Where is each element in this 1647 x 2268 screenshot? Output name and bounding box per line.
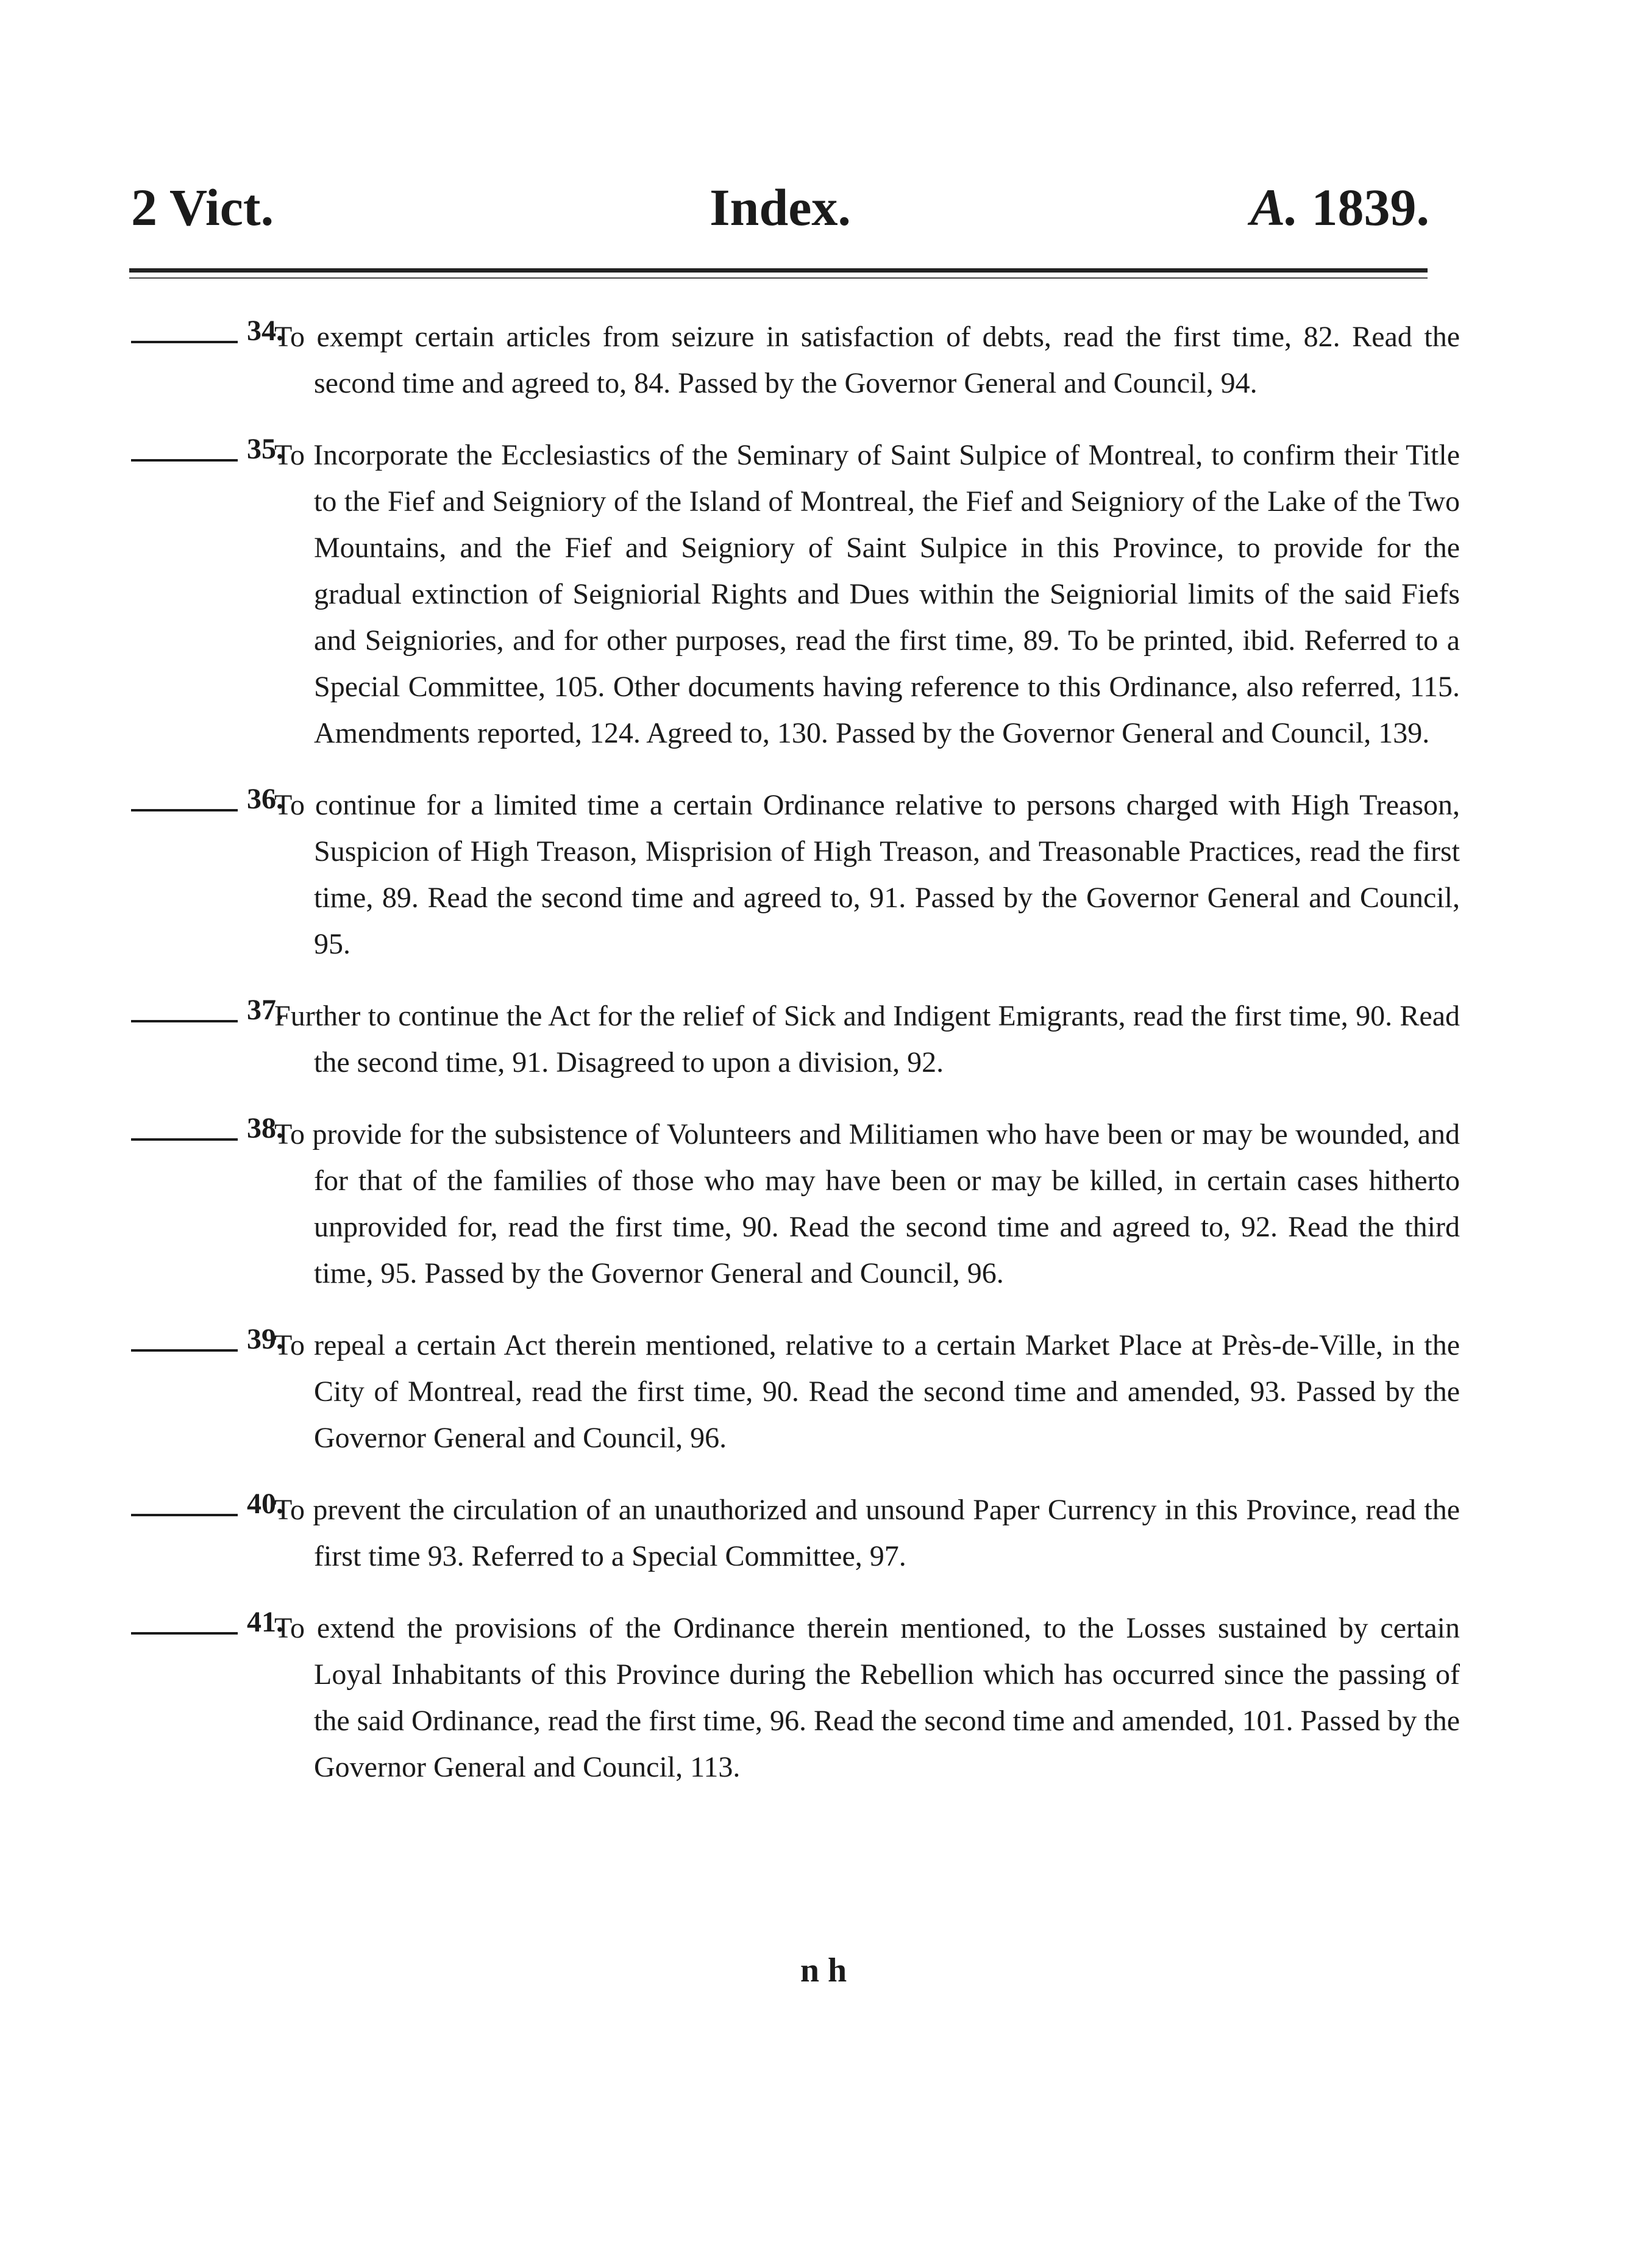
regnal-year: 2 Vict. bbox=[131, 178, 274, 237]
index-entry bbox=[131, 1487, 1460, 1580]
entry-number: 41. bbox=[247, 1606, 283, 1638]
entry-dash bbox=[131, 809, 238, 811]
entry-text: To continue for a limited time a certain Ordinance relative to persons charged with High Treason, Suspicion of High Treason, Misprision of High Treason, and Treasonable Practices, read the first time, 89. Read the second time and agreed to, 91. Passed by the Governor General and Council, 95. bbox=[274, 789, 1460, 960]
entry-text: To exempt certain articles from seizure in satisfaction of debts, read the first time, 82. Read the second time and agreed to, 84. Passed by the Governor General and Council, 94. bbox=[274, 321, 1460, 399]
entry-text: To Incorporate the Ecclesiastics of the Seminary of Saint Sulpice of Montreal, to confirm their Title to the Fief and Seigniory of the Island of Montreal, the Fief and Seigniory of the Lake of the Two Mountains, and the Fief and Seigniory of Saint Sulpice in this Province, to provide for the gradual extinction of Seigniorial Rights and Dues within the Seigniorial limits of the said Fiefs and Seigniories, and for other purposes, read the first time, 89. To be printed, ibid. Referred to a Special Committee, 105. Other documents having reference to this Ordinance, also referred, 115. Amendments reported, 124. Agreed to, 130. Passed by the Governor General and Council, 139. bbox=[274, 439, 1460, 749]
entry-dash bbox=[131, 1020, 238, 1022]
page-header bbox=[131, 177, 1429, 250]
entry-text: To provide for the subsistence of Volunteers and Militiamen who have been or may be wounded, and for that of the families of those who may have been or may be killed, in certain cases hitherto unprovided for, read the first time, 90. Read the second time and agreed to, 92. Read the third time, 95. Passed by the Governor General and Council, 96. bbox=[274, 1118, 1460, 1289]
anno-mark: A. bbox=[1250, 178, 1298, 237]
year: 1839. bbox=[1311, 178, 1429, 237]
entry-number: 35. bbox=[247, 433, 283, 465]
entry-number: 40. bbox=[247, 1488, 283, 1520]
index-entry bbox=[131, 432, 1460, 757]
entry-number: 39. bbox=[247, 1323, 283, 1355]
entry-dash bbox=[131, 1514, 238, 1516]
entry-text: To repeal a certain Act therein mentioned, relative to a certain Market Place at Près-de-Ville, in the City of Montreal, read the first time, 90. Read the second time and amended, 93. Passed by the Governor General and Council, 96. bbox=[274, 1329, 1460, 1454]
index-entry bbox=[131, 1111, 1460, 1297]
entry-number: 38. bbox=[247, 1112, 283, 1144]
entry-text: To prevent the circulation of an unauthorized and unsound Paper Currency in this Province, read the first time 93. Referred to a Special Committee, 97. bbox=[274, 1494, 1460, 1572]
index-entry bbox=[131, 993, 1460, 1086]
index-entries bbox=[131, 314, 1460, 1816]
entry-dash bbox=[131, 341, 238, 343]
entry-number: 36. bbox=[247, 783, 283, 815]
page-title: Index. bbox=[710, 178, 851, 237]
entry-number: 34. bbox=[247, 315, 283, 347]
entry-dash bbox=[131, 459, 238, 462]
entry-text: To extend the provisions of the Ordinance therein mentioned, to the Losses sustained by certain Loyal Inhabitants of this Province during the Rebellion which has occurred since the passing of the said Ordinance, read the first time, 96. Read the second time and amended, 101. Passed by the Governor General and Council, 113. bbox=[274, 1612, 1460, 1783]
index-entry bbox=[131, 782, 1460, 968]
index-entry bbox=[131, 314, 1460, 407]
entry-dash bbox=[131, 1632, 238, 1635]
year-heading bbox=[1250, 177, 1429, 238]
entry-text: Further to continue the Act for the relief of Sick and Indigent Emigrants, read the first time, 90. Read the second time, 91. Disagreed to upon a division, 92. bbox=[274, 1000, 1460, 1079]
signature-mark: n h bbox=[800, 1952, 847, 1989]
index-entry bbox=[131, 1605, 1460, 1791]
entry-dash bbox=[131, 1349, 238, 1352]
header-rule-thick bbox=[129, 268, 1428, 273]
entry-dash bbox=[131, 1138, 238, 1141]
header-rule-thin bbox=[129, 277, 1428, 279]
index-entry bbox=[131, 1322, 1460, 1461]
entry-number: 37. bbox=[247, 994, 283, 1026]
